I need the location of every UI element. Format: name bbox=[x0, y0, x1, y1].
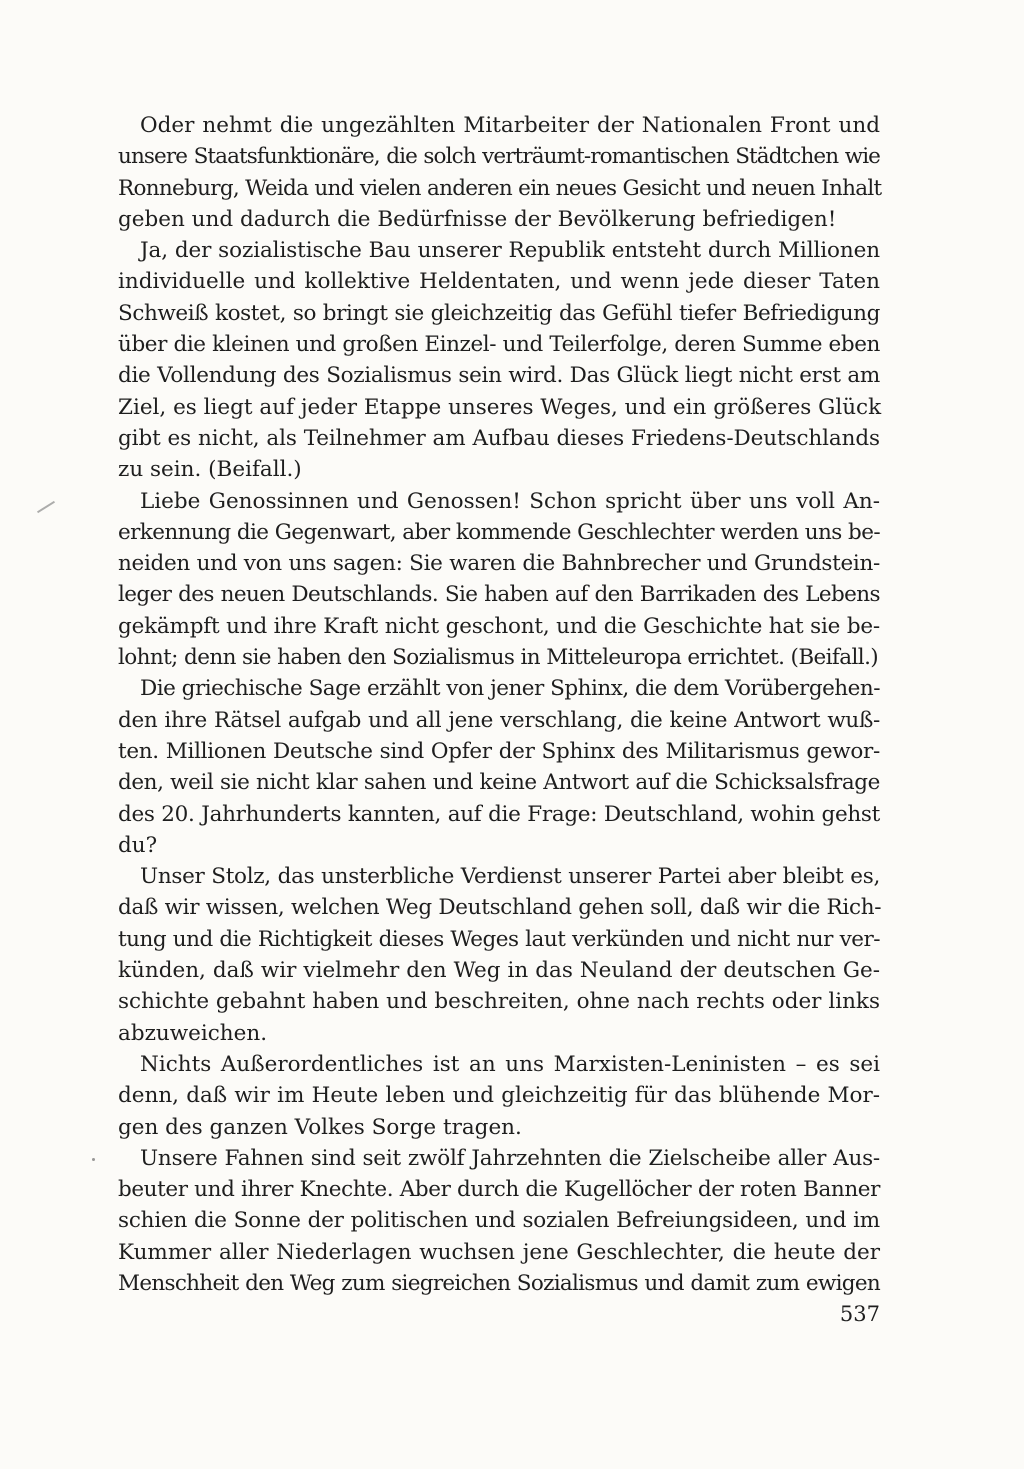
text-line: ten. Millionen Deutsche sind Opfer der Sphinx des Militarismus gewor- bbox=[118, 738, 880, 764]
text-line: schichte gebahnt haben und beschreiten, ohne nach rechts oder links bbox=[118, 989, 880, 1015]
text-line: du? bbox=[118, 832, 158, 858]
text-line: geben und dadurch die Bedürfnisse der Bevölkerung befriedigen! bbox=[118, 206, 837, 232]
text-line: Unser Stolz, das unsterbliche Verdienst unserer Partei aber bleibt es, bbox=[140, 864, 880, 890]
text-line: gen des ganzen Volkes Sorge tragen. bbox=[118, 1114, 522, 1140]
text-line: die Vollendung des Sozialismus sein wird. Das Glück liegt nicht erst am bbox=[118, 363, 880, 389]
page-number: 537 bbox=[839, 1302, 880, 1326]
text-line: des 20. Jahrhunderts kannten, auf die Frage: Deutschland, wohin gehst bbox=[118, 801, 880, 827]
text-line: denn, daß wir im Heute leben und gleichzeitig für das blühende Mor- bbox=[118, 1083, 880, 1109]
text-line: den ihre Rätsel aufgab und all jene verschlang, die keine Antwort wuß- bbox=[118, 707, 880, 733]
text-line: Liebe Genossinnen und Genossen! Schon spricht über uns voll An- bbox=[140, 488, 880, 514]
text-line: tung und die Richtigkeit dieses Weges laut verkünden und nicht nur ver- bbox=[118, 926, 880, 952]
paragraph bbox=[118, 110, 880, 235]
paragraph bbox=[118, 861, 880, 1049]
text-line: Die griechische Sage erzählt von jener Sphinx, die dem Vorübergehen- bbox=[140, 676, 880, 702]
text-line: Menschheit den Weg zum siegreichen Sozialismus und damit zum ewigen bbox=[118, 1270, 880, 1296]
text-line: individuelle und kollektive Heldentaten, und wenn jede dieser Taten bbox=[118, 269, 880, 295]
text-line: lohnt; denn sie haben den Sozialismus in Mitteleuropa errichtet. (Beifall.) bbox=[118, 645, 879, 671]
text-line: gibt es nicht, als Teilnehmer am Aufbau dieses Friedens-Deutschlands bbox=[118, 425, 880, 451]
text-line: künden, daß wir vielmehr den Weg in das Neuland der deutschen Ge- bbox=[118, 958, 880, 984]
paragraph bbox=[118, 486, 880, 674]
text-line: Ja, der sozialistische Bau unserer Republik entsteht durch Millionen bbox=[140, 238, 880, 264]
text-line: Ronneburg, Weida und vielen anderen ein neues Gesicht und neuen Inhalt bbox=[118, 175, 882, 201]
text-line: Oder nehmt die ungezählten Mitarbeiter der Nationalen Front und bbox=[140, 113, 880, 138]
text-line: Schweiß kostet, so bringt sie gleichzeitig das Gefühl tiefer Befriedigung bbox=[118, 300, 880, 326]
text-line: gekämpft und ihre Kraft nicht geschont, und die Geschichte hat sie be- bbox=[118, 613, 880, 639]
text-line: neiden und von uns sagen: Sie waren die Bahnbrecher und Grundstein- bbox=[118, 551, 880, 577]
text-line: abzuweichen. bbox=[118, 1020, 268, 1046]
text-line: daß wir wissen, welchen Weg Deutschland gehen soll, daß wir die Rich- bbox=[118, 895, 882, 921]
text-line: Kummer aller Niederlagen wuchsen jene Geschlechter, die heute der bbox=[118, 1239, 880, 1265]
body-text bbox=[118, 110, 880, 1299]
paragraph bbox=[118, 1049, 880, 1143]
text-line: über die kleinen und großen Einzel- und Teilerfolge, deren Summe eben bbox=[118, 332, 880, 358]
scan-dot bbox=[92, 1158, 95, 1161]
text-line: Ziel, es liegt auf jeder Etappe unseres Weges, und ein größeres Glück bbox=[118, 394, 882, 420]
paragraph bbox=[118, 673, 880, 861]
text-line: leger des neuen Deutschlands. Sie haben auf den Barrikaden des Lebens bbox=[118, 582, 880, 608]
text-line: beuter und ihrer Knechte. Aber durch die Kugellöcher der roten Banner bbox=[118, 1177, 880, 1203]
text-line: Nichts Außerordentliches ist an uns Marxisten-Leninisten – es sei bbox=[140, 1051, 880, 1077]
text-line: zu sein. (Beifall.) bbox=[118, 457, 302, 483]
text-line: den, weil sie nicht klar sahen und keine Antwort auf die Schicksalsfrage bbox=[118, 770, 880, 796]
text-line: schien die Sonne der politischen und sozialen Befreiungsideen, und im bbox=[118, 1208, 880, 1234]
pencil-mark bbox=[37, 501, 55, 513]
text-line: erkennung die Gegenwart, aber kommende Geschlechter werden uns be- bbox=[118, 519, 880, 545]
text-line: unsere Staatsfunktionäre, die solch verträumt-romantischen Städtchen wie bbox=[118, 144, 880, 170]
text-line: Unsere Fahnen sind seit zwölf Jahrzehnten die Zielscheibe aller Aus- bbox=[140, 1145, 880, 1171]
paragraph bbox=[118, 235, 880, 485]
paragraph bbox=[118, 1143, 880, 1299]
